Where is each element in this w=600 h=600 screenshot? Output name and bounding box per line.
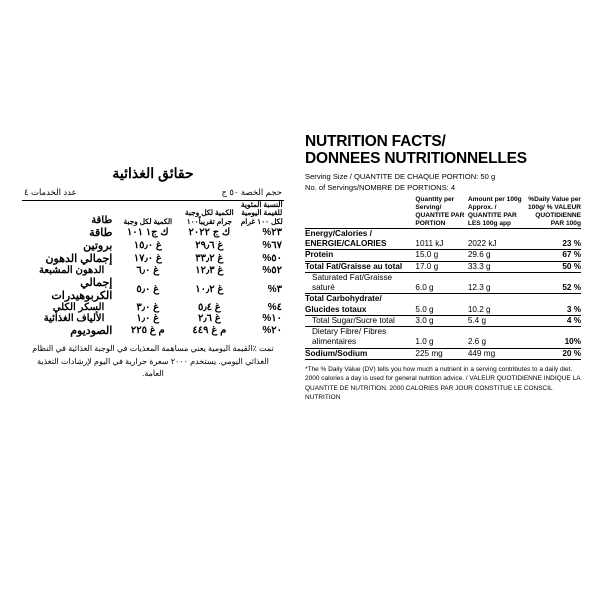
- english-serving-size: Serving Size / QUANTITE DE CHAQUE PORTION: 50 g: [305, 171, 496, 181]
- table-row: [22, 239, 284, 252]
- table-row: [305, 327, 581, 349]
- arabic-per-100g: غ ٢٩٫٦: [195, 240, 224, 252]
- arabic-nutrient-name: الألياف الغذائية: [43, 313, 105, 325]
- english-per-100g: 33.3 g: [468, 261, 523, 272]
- arabic-nutrient-name: بروتين: [83, 240, 113, 253]
- arabic-per-100g: غ ٢٫٦: [197, 313, 221, 325]
- arabic-per-serving: غ ١٥٫٠: [133, 240, 162, 252]
- arabic-serving-size: حجم الخصة ٥٠ ج: [221, 187, 282, 197]
- english-per-serving: 15.0 g: [415, 250, 467, 261]
- english-nutrient-name: Total Sugar/Sucre total: [305, 315, 415, 326]
- table-row: [22, 226, 284, 239]
- table-row: [22, 252, 284, 265]
- arabic-dv: ٢٠%: [262, 325, 282, 337]
- arabic-per-100g: ك ج ٢٠٢٢: [188, 227, 231, 239]
- arabic-nutrient-name: طاقة: [89, 227, 113, 240]
- arabic-nutrition-table: [22, 200, 284, 337]
- english-nutrient-name: Total Fat/Graisse au total: [305, 261, 415, 272]
- arabic-dv: ٥٢%: [262, 265, 282, 277]
- table-row: [22, 276, 284, 302]
- table-row: [22, 302, 284, 313]
- arabic-per-100g: غ ١٠٫٢: [195, 283, 224, 295]
- english-header-per-100g: Amount per 100g Approx. / QUANTITE PAR LES 100g app: [467, 196, 522, 227]
- arabic-dv: ٦٧%: [262, 240, 282, 252]
- arabic-nutrient-name: إجمالي الدهون: [45, 253, 113, 266]
- english-table-header-row: [305, 196, 581, 228]
- arabic-per-serving: غ ١٫٠: [136, 313, 160, 325]
- arabic-serving-info: [22, 187, 284, 200]
- table-row: [22, 265, 284, 276]
- english-per-100g: 2022 kJ: [468, 228, 523, 250]
- arabic-per-serving: م غ ٢٢٥: [130, 325, 165, 337]
- english-per-100g: 12.3 g: [468, 272, 523, 294]
- arabic-per-serving: غ ٥٫٠: [136, 283, 160, 295]
- arabic-header-per-serving: الكمية لكل وجبة: [123, 216, 173, 226]
- table-row: [305, 348, 581, 359]
- english-nutrition-panel: [305, 133, 581, 403]
- english-dv: 20 %: [523, 348, 581, 359]
- arabic-panel-title: حقائق الغذائية: [112, 165, 194, 181]
- table-row: [305, 250, 581, 261]
- arabic-dv: ٤%: [267, 302, 282, 314]
- english-servings-count: No. of Servings/NOMBRE DE PORTIONS: 4: [305, 182, 456, 192]
- english-dv: 3 %: [523, 294, 581, 316]
- arabic-servings-count: عدد الخدمات ٤: [24, 187, 77, 197]
- english-dv: 67 %: [523, 250, 581, 261]
- english-nutrient-name: Total Carbohydrate/ Glucides totaux: [305, 294, 415, 316]
- english-dv: 50 %: [523, 261, 581, 272]
- english-per-serving: 1.0 g: [415, 327, 467, 349]
- english-header-dv: %Daily Value per 100g/ % VALEUR QUOTIDIENNE PAR 100g: [523, 196, 581, 228]
- arabic-dv: ٢٣%: [262, 227, 282, 239]
- english-nutrient-name: Dietary Fibre/ Fibres alimentaires: [305, 327, 415, 349]
- arabic-per-100g: غ ٣٣٫٢: [195, 253, 224, 265]
- table-row: [22, 313, 284, 324]
- arabic-nutrient-name: السكر الكلي: [52, 302, 105, 314]
- english-nutrient-name: Sodium/Sodium: [305, 348, 415, 359]
- english-per-100g: 29.6 g: [468, 250, 523, 261]
- arabic-per-serving: غ ١٧٫٠: [133, 253, 162, 265]
- arabic-dv: ٣%: [267, 283, 282, 295]
- arabic-per-100g: م غ ٤٤٩: [192, 325, 227, 337]
- arabic-per-100g: غ ٥٫٤: [197, 302, 221, 314]
- english-dv: 10%: [523, 327, 581, 349]
- table-row: [305, 315, 581, 326]
- english-footnote: *The % Daily Value (DV) tells you how much a nutrient in a serving contributes to a daily diet. 2000 calories a day is used for general nutrition advice. / VALEUR QUOTIDIENNE INDIQUE LA QUANTITE DE NUTRITION. 2000 CALORIES PAR JOUR CONSTITUE LE CONSCIL NUTRITION: [305, 365, 581, 402]
- table-row: [305, 261, 581, 272]
- table-row: [305, 228, 581, 250]
- english-per-serving: 1011 kJ: [415, 228, 467, 250]
- english-nutrient-name: Protein: [305, 250, 415, 261]
- english-table-bottom-rule: [305, 359, 581, 360]
- table-row: [305, 272, 581, 294]
- english-nutrient-name: Energy/Calories / ENERGIE/CALORIES: [305, 228, 415, 250]
- english-per-serving: 3.0 g: [415, 315, 467, 326]
- english-per-serving: 6.0 g: [415, 272, 467, 294]
- arabic-header-per-100g: الكمية لكل وجبة جرام تقريباً١٠٠: [185, 208, 234, 226]
- english-per-100g: 5.4 g: [468, 315, 523, 326]
- arabic-per-100g: غ ١٢٫٣: [195, 265, 224, 277]
- arabic-dv: ١٠%: [262, 313, 282, 325]
- english-header-per-serving: Quantity per Serving/ QUANTITE PAR PORTION: [415, 196, 467, 228]
- arabic-header-nutrient: طاقة: [91, 214, 113, 226]
- english-per-100g: 449 mg: [468, 348, 523, 359]
- arabic-nutrient-name: الدهون المشبعة: [38, 265, 105, 277]
- arabic-nutrient-name: الصوديوم: [70, 325, 113, 338]
- page-title-line1: NUTRITION FACTS/: [305, 133, 446, 150]
- arabic-nutrient-name: إجمالي الكربوهيدرات: [51, 277, 113, 303]
- table-row: [22, 324, 284, 337]
- english-per-100g: 2.6 g: [468, 327, 523, 349]
- english-per-serving: 5.0 g: [415, 294, 467, 316]
- arabic-per-serving: غ ٦٫٠: [136, 265, 160, 277]
- arabic-nutrition-panel: [22, 165, 284, 380]
- english-nutrient-name: Saturated Fat/Graisse saturé: [305, 272, 415, 294]
- english-nutrition-table: [305, 196, 581, 360]
- english-per-serving: 225 mg: [415, 348, 467, 359]
- arabic-header-dv: النسبة المئوية للقيمة اليومية لكل ١٠٠ غرام: [240, 200, 283, 226]
- english-per-serving: 17.0 g: [415, 261, 467, 272]
- page-title-line2: DONNEES NUTRITIONNELLES: [305, 150, 527, 168]
- table-row: [305, 294, 581, 316]
- arabic-footnote: تمت ٪القيمة اليومية يعني مساهمة المغذيات في الوجبة الغذائية في النظام الغذائي اليومي. يستخدم ٢٠٠٠ سعرة حرارية في اليوم لإرشادات التغذية العامة.: [32, 344, 274, 378]
- english-dv: 23 %: [523, 228, 581, 250]
- arabic-per-serving: ك ج١ ١٠١: [126, 227, 169, 239]
- arabic-dv: ٥٠%: [262, 253, 282, 265]
- english-dv: 4 %: [523, 315, 581, 326]
- english-header-nutrient: [305, 196, 415, 228]
- arabic-per-serving: غ ٣٫٠: [136, 302, 160, 314]
- english-per-100g: 10.2 g: [468, 294, 523, 316]
- english-dv: 52 %: [523, 272, 581, 294]
- arabic-table-header-row: [22, 201, 284, 227]
